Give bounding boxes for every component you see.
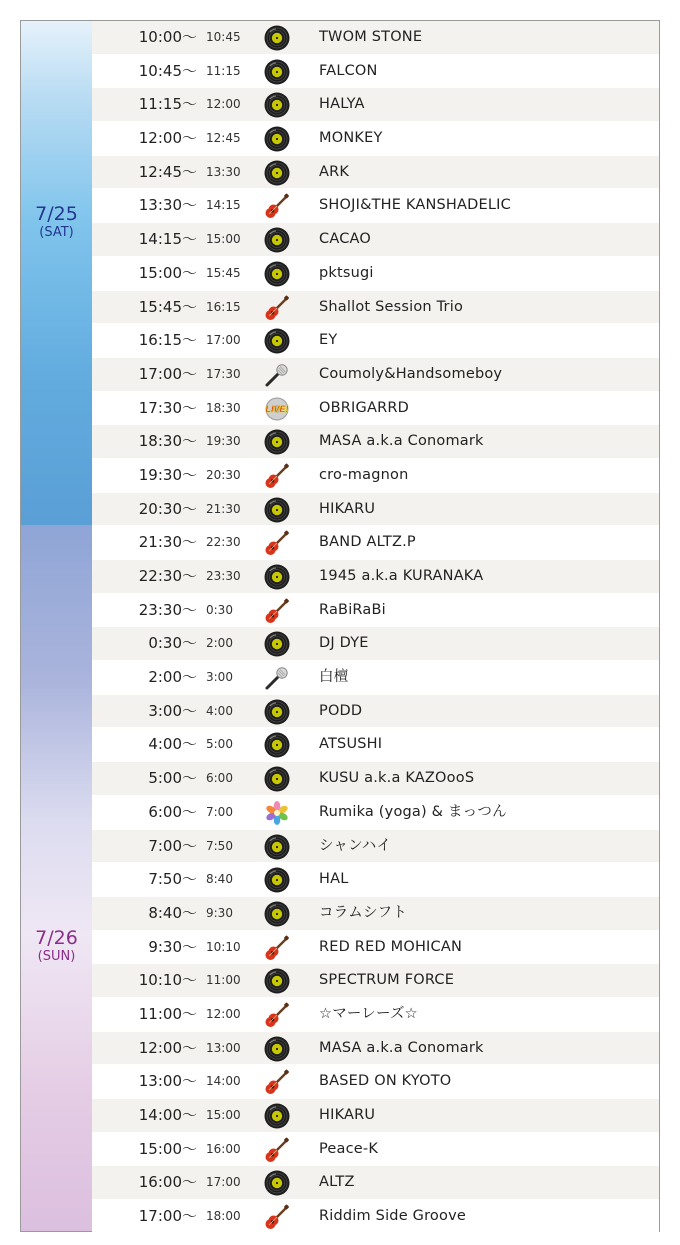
artist-name: Rumika (yoga) & まっつん: [319, 803, 507, 820]
schedule-row: [92, 1065, 659, 1099]
artist-name: cro-magnon: [319, 466, 409, 483]
schedule-row: [92, 762, 659, 796]
artist-name: Peace-K: [319, 1140, 379, 1157]
end-time: 14:15: [206, 198, 241, 213]
artist-name: 1945 a.k.a KURANAKA: [319, 568, 484, 584]
live-icon: [264, 396, 290, 422]
artist-name: BAND ALTZ.P: [319, 534, 416, 551]
schedule-row: [92, 122, 659, 156]
start-time: 7:00〜: [148, 836, 197, 855]
start-time: 21:30〜: [138, 533, 197, 552]
record-icon: [264, 92, 290, 118]
record-icon: [264, 1036, 290, 1062]
artist-name: SHOJI&THE KANSHADELIC: [319, 197, 511, 214]
flower-icon: [264, 800, 290, 826]
schedule-row: [92, 156, 659, 190]
schedule-row: [92, 931, 659, 965]
artist-name: RaBiRaBi: [319, 601, 386, 618]
artist-name: SPECTRUM FORCE: [319, 972, 455, 989]
record-icon: [264, 126, 290, 152]
guitar-icon: [264, 1002, 290, 1028]
timetable: [20, 20, 660, 1232]
start-time: 7:50〜: [148, 870, 197, 889]
start-time: 5:00〜: [148, 769, 197, 788]
start-time: 0:30〜: [148, 634, 197, 653]
artist-name: HIKARU: [319, 1107, 376, 1123]
end-time: 9:30: [206, 905, 233, 920]
start-time: 17:00〜: [138, 364, 197, 383]
guitar-icon: [264, 1204, 290, 1230]
end-time: 10:10: [206, 939, 241, 954]
schedule-row: [92, 526, 659, 560]
end-time: 7:00: [206, 804, 233, 819]
day-column-saturday: [21, 21, 92, 525]
artist-name: MASA a.k.a Conomark: [319, 1039, 484, 1056]
end-time: 12:45: [206, 131, 241, 146]
artist-name: ATSUSHI: [319, 736, 383, 753]
artist-name: コラムシフト: [319, 904, 408, 921]
artist-name: Riddim Side Groove: [319, 1208, 466, 1225]
start-time: 19:30〜: [138, 465, 197, 484]
start-time: 12:00〜: [138, 129, 197, 148]
schedule-row: [92, 627, 659, 661]
artist-name: BASED ON KYOTO: [319, 1073, 452, 1090]
artist-name: pktsugi: [319, 264, 374, 281]
artist-name: DJ DYE: [319, 635, 369, 652]
schedule-row: [92, 189, 659, 223]
record-icon: [264, 834, 290, 860]
schedule-row: [92, 358, 659, 392]
start-time: 14:15〜: [138, 230, 197, 249]
start-time: 10:10〜: [138, 971, 197, 990]
start-time: 16:00〜: [138, 1173, 197, 1192]
day-label-sunday: [21, 927, 92, 964]
live-badge-text: LIVE!: [265, 403, 289, 414]
end-time: 16:00: [206, 1141, 241, 1156]
artist-name: Shallot Session Trio: [319, 298, 464, 315]
start-time: 2:00〜: [148, 668, 197, 687]
record-icon: [264, 699, 290, 725]
end-time: 12:00: [206, 1006, 241, 1021]
start-time: 3:00〜: [148, 701, 197, 720]
start-time: 8:40〜: [148, 903, 197, 922]
schedule-list: [92, 21, 659, 1234]
guitar-icon: [264, 935, 290, 961]
schedule-row: [92, 560, 659, 594]
schedule-row: [92, 324, 659, 358]
schedule-row: [92, 257, 659, 291]
end-time: 16:15: [206, 299, 241, 314]
artist-name: FALCON: [319, 62, 378, 79]
record-icon: [264, 1170, 290, 1196]
start-time: 13:30〜: [138, 196, 197, 215]
record-icon: [264, 160, 290, 186]
end-time: 15:45: [206, 265, 241, 280]
artist-name: HAL: [319, 871, 349, 888]
end-time: 11:00: [206, 973, 241, 988]
end-time: 17:00: [206, 333, 241, 348]
end-time: 18:30: [206, 400, 241, 415]
guitar-icon: [264, 463, 290, 489]
end-time: 13:30: [206, 164, 241, 179]
end-time: 20:30: [206, 467, 241, 482]
schedule-row: [92, 1166, 659, 1200]
end-time: 18:00: [206, 1209, 241, 1224]
schedule-row: [92, 796, 659, 830]
record-icon: [264, 25, 290, 51]
day-column-sunday: [21, 525, 92, 1231]
record-icon: [264, 968, 290, 994]
end-time: 13:00: [206, 1040, 241, 1055]
schedule-row: [92, 728, 659, 762]
day-of-week: (SUN): [37, 949, 76, 964]
start-time: 10:45〜: [138, 61, 197, 80]
start-time: 12:45〜: [138, 162, 197, 181]
day-date: 7/26: [35, 927, 78, 949]
start-time: 6:00〜: [148, 802, 197, 821]
schedule-row: [92, 830, 659, 864]
record-icon: [264, 901, 290, 927]
guitar-icon: [264, 1137, 290, 1163]
guitar-icon: [264, 1069, 290, 1095]
artist-name: TWOM STONE: [319, 29, 423, 45]
day-of-week: (SAT): [39, 225, 74, 240]
end-time: 12:00: [206, 97, 241, 112]
microphone-icon: [264, 665, 290, 691]
record-icon: [264, 227, 290, 253]
schedule-row: [92, 964, 659, 998]
artist-name: MONKEY: [319, 130, 383, 147]
end-time: 11:15: [206, 63, 241, 78]
end-time: 10:45: [206, 30, 241, 44]
end-time: 14:00: [206, 1074, 241, 1089]
end-time: 17:00: [206, 1175, 241, 1190]
artist-name: KUSU a.k.a KAZOooS: [319, 770, 475, 787]
schedule-row: [92, 21, 659, 55]
record-icon: [264, 631, 290, 657]
record-icon: [264, 261, 290, 287]
schedule-row: [92, 392, 659, 426]
schedule-row: [92, 897, 659, 931]
guitar-icon: [264, 598, 290, 624]
end-time: 4:00: [206, 703, 233, 718]
artist-name: Coumoly&Handsomeboy: [319, 365, 503, 382]
record-icon: [264, 732, 290, 758]
schedule-row: [92, 695, 659, 729]
record-icon: [264, 564, 290, 590]
schedule-row: [92, 594, 659, 628]
start-time: 15:00〜: [138, 263, 197, 282]
artist-name: OBRIGARRD: [319, 399, 409, 416]
start-time: 12:00〜: [138, 1038, 197, 1057]
record-icon: [264, 1103, 290, 1129]
schedule-row: [92, 1133, 659, 1167]
guitar-icon: [264, 193, 290, 219]
end-time: 8:40: [206, 872, 233, 887]
end-time: 7:50: [206, 838, 233, 853]
start-time: 20:30〜: [138, 499, 197, 518]
artist-name: RED RED MOHICAN: [319, 938, 463, 955]
artist-name: CACAO: [319, 231, 371, 248]
end-time: 19:30: [206, 434, 241, 449]
end-time: 17:30: [206, 366, 241, 381]
end-time: 21:30: [206, 501, 241, 516]
artist-name: ARK: [319, 163, 350, 180]
schedule-row: [92, 1099, 659, 1133]
guitar-icon: [264, 295, 290, 321]
schedule-row: [92, 223, 659, 257]
artist-name: PODD: [319, 702, 363, 719]
schedule-row: [92, 425, 659, 459]
record-icon: [264, 59, 290, 85]
start-time: 11:00〜: [138, 1004, 197, 1023]
end-time: 5:00: [206, 737, 233, 752]
start-time: 13:00〜: [138, 1072, 197, 1091]
schedule-row: [92, 1200, 659, 1234]
artist-name: シャンハイ: [319, 837, 392, 854]
start-time: 15:00〜: [138, 1139, 197, 1158]
start-time: 18:30〜: [138, 432, 197, 451]
artist-name: 白檀: [319, 669, 349, 686]
end-time: 0:30: [206, 602, 233, 617]
end-time: 15:00: [206, 1108, 241, 1122]
end-time: 6:00: [206, 771, 233, 786]
start-time: 23:30〜: [138, 600, 197, 619]
guitar-icon: [264, 530, 290, 556]
end-time: 3:00: [206, 670, 233, 685]
schedule-row: [92, 88, 659, 122]
record-icon: [264, 867, 290, 893]
start-time: 4:00〜: [148, 735, 197, 754]
day-label-saturday: [21, 203, 92, 240]
schedule-row: [92, 863, 659, 897]
start-time: 14:00〜: [138, 1106, 197, 1124]
schedule-row: [92, 459, 659, 493]
end-time: 23:30: [206, 569, 241, 583]
start-time: 9:30〜: [148, 937, 197, 956]
artist-name: HIKARU: [319, 500, 376, 517]
day-date: 7/25: [35, 203, 78, 225]
start-time: 10:00〜: [138, 28, 197, 46]
microphone-icon: [264, 362, 290, 388]
start-time: 11:15〜: [138, 95, 197, 114]
schedule-row: [92, 1032, 659, 1066]
start-time: 22:30〜: [138, 567, 197, 585]
start-time: 17:00〜: [138, 1207, 197, 1226]
artist-name: ALTZ: [319, 1174, 355, 1191]
record-icon: [264, 766, 290, 792]
schedule-row: [92, 55, 659, 89]
record-icon: [264, 328, 290, 354]
artist-name: HALYA: [319, 96, 365, 113]
artist-name: EY: [319, 332, 338, 349]
schedule-row: [92, 493, 659, 527]
schedule-row: [92, 998, 659, 1032]
record-icon: [264, 497, 290, 523]
start-time: 16:15〜: [138, 331, 197, 350]
end-time: 2:00: [206, 636, 233, 651]
end-time: 15:00: [206, 232, 241, 247]
artist-name: ☆マーレーズ☆: [319, 1005, 418, 1022]
record-icon: [264, 429, 290, 455]
start-time: 15:45〜: [138, 297, 197, 316]
artist-name: MASA a.k.a Conomark: [319, 433, 484, 450]
start-time: 17:30〜: [138, 398, 197, 417]
schedule-row: [92, 291, 659, 325]
end-time: 22:30: [206, 535, 241, 550]
schedule-row: [92, 661, 659, 695]
